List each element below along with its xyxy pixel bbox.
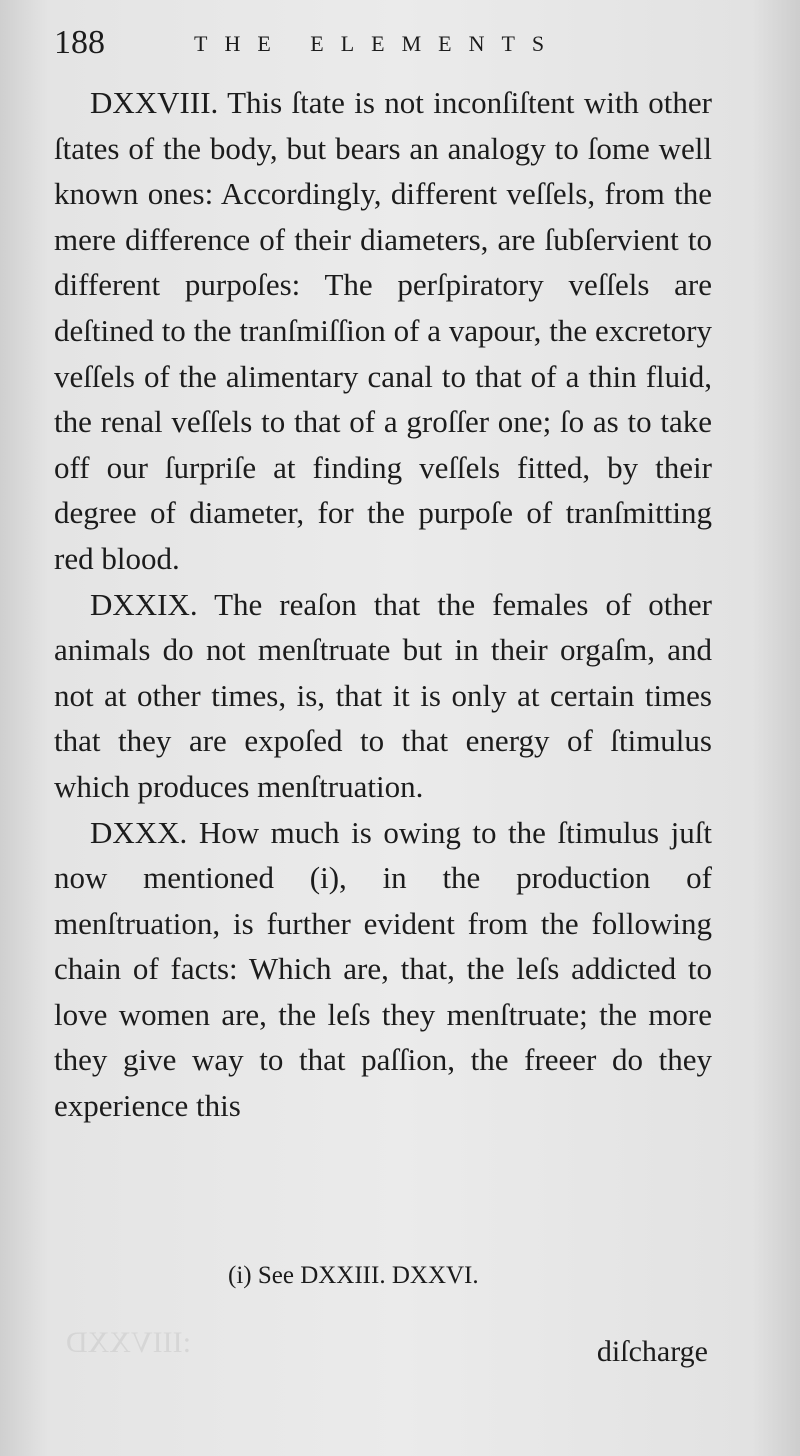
running-head: THE ELEMENTS — [194, 31, 562, 56]
page-header — [54, 18, 744, 68]
paragraph-dxxviii: DXXVIII. This ſtate is not inconſiſtent with other ſtates of the body, but bears an analogy to ſome well known ones: Accordingly, different veſſels, from the mere difference of their diameters, are ſubſervient to different purpoſes: The perſpiratory veſſels are deſtined to the tranſmiſſion of a vapour, the excretory veſſels of the alimentary canal to that of a thin fluid, the renal veſſels to that of a groſſer one; ſo as to take off our ſurpriſe at finding veſſels fitted, by their degree of diameter, for the purpoſe of tranſmitting red blood. — [54, 85, 712, 576]
catchword: diſcharge — [596, 1335, 708, 1368]
paragraph-dxxix: DXXIX. The reaſon that the females of other animals do not menſtruate but in their orgaſm, and not at other times, is, that it is only at certain times that they are expoſed to that energy of ſtimulus which produces menſtruation. — [54, 586, 712, 804]
footnote: (i) See DXXIII. DXXVI. — [228, 1262, 479, 1289]
paragraph-dxxx: DXXX. How much is owing to the ſtimulus juſt now mentioned (i), in the production of menſtruation, is further evident from the following chain of facts: Which are, that, the leſs addicted to love women are, the leſs they menſtruate; the more they give way to that paſſion, the freeer do they experience this — [54, 814, 712, 1124]
page-body — [54, 80, 712, 1129]
bleed-through-text: :IIIVXXD — [66, 1326, 191, 1359]
page-number: 188 — [54, 24, 105, 61]
